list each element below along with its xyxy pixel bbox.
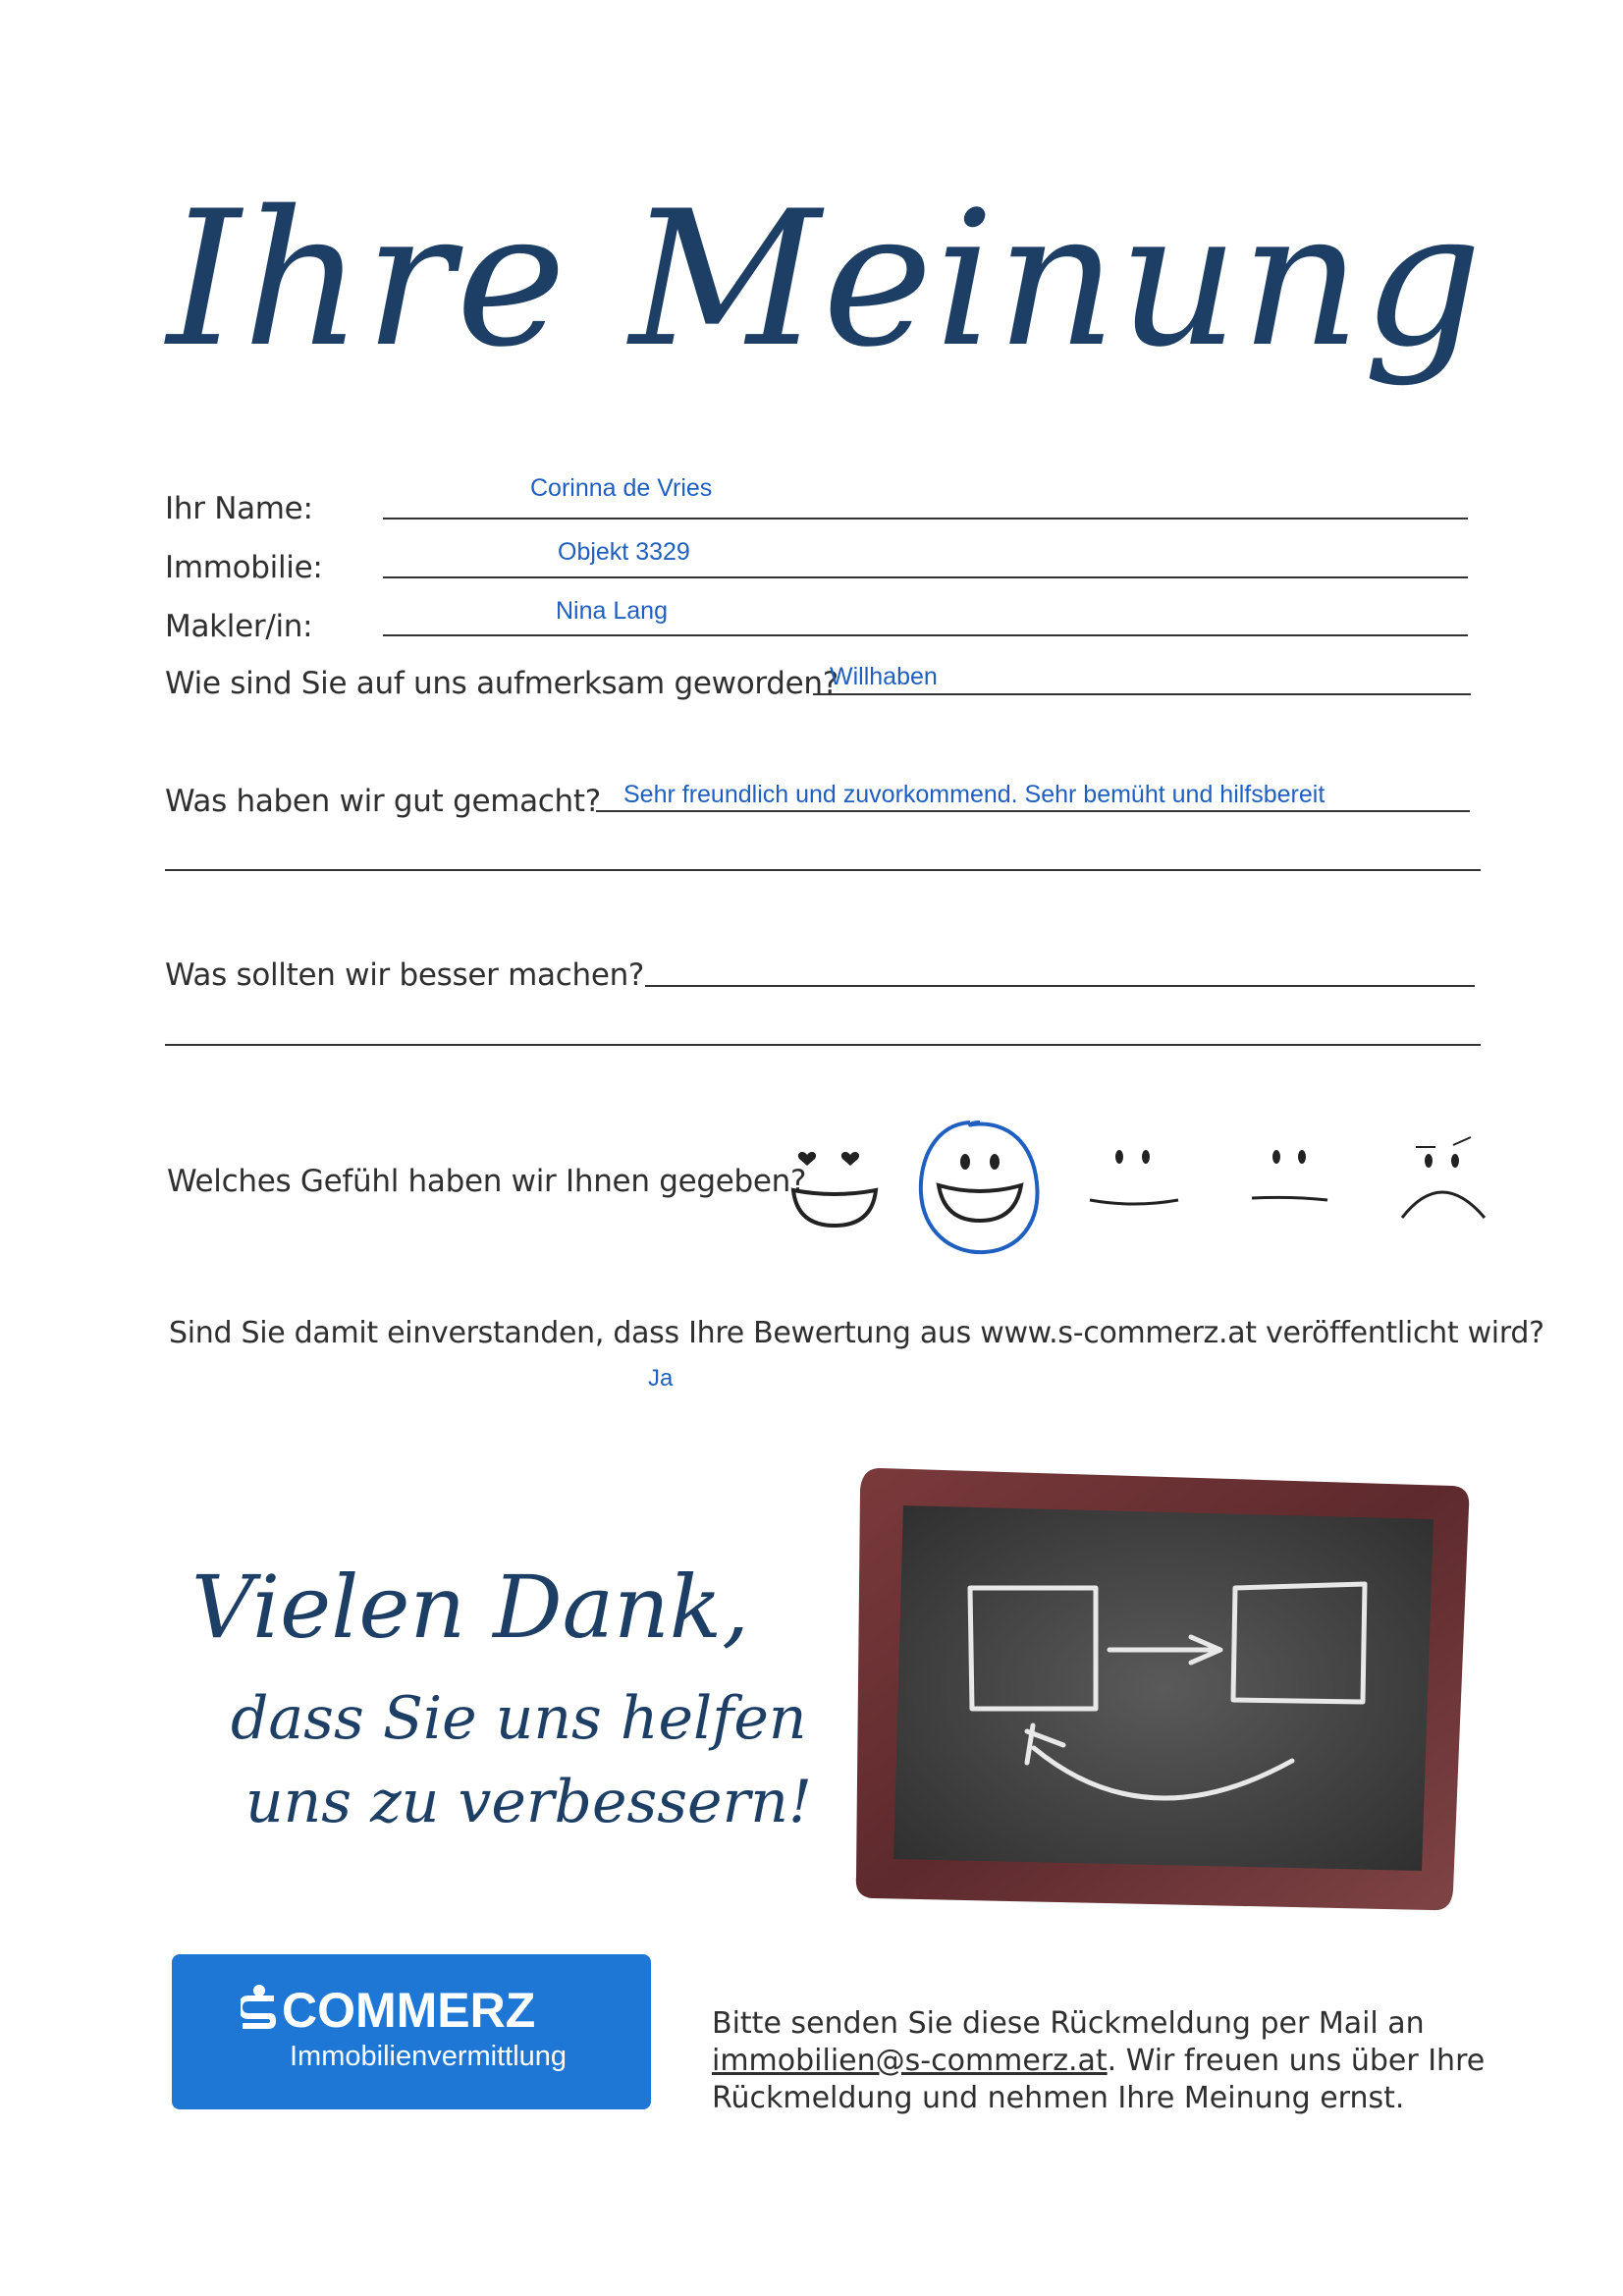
better-line-2 <box>165 1044 1481 1046</box>
publish-answer[interactable]: Ja <box>648 1365 674 1392</box>
better-label: Was sollten wir besser machen? <box>165 957 645 993</box>
flat-smiley-icon[interactable] <box>1247 1139 1335 1218</box>
better-line <box>645 985 1475 987</box>
thanks-heading: Vielen Dank, <box>191 1557 750 1658</box>
logo-brand: COMMERZ <box>282 1983 536 2038</box>
chalkboard-image <box>852 1468 1471 1915</box>
name-line <box>383 518 1468 519</box>
sad-smiley-icon[interactable] <box>1394 1127 1492 1226</box>
good-label: Was haben wir gut gemacht? <box>165 784 601 819</box>
agent-field[interactable]: Nina Lang <box>556 597 668 625</box>
agent-label: Makler/in: <box>165 609 313 644</box>
publish-question: Sind Sie damit einverstanden, dass Ihre Bewertung aus www.s-commerz.at veröffentlicht wird? <box>169 1316 1544 1350</box>
name-field[interactable]: Corinna de Vries <box>530 474 713 502</box>
good-field[interactable]: Sehr freundlich und zuvorkommend. Sehr bemüht und hilfsbereit <box>623 781 1325 808</box>
property-label: Immobilie: <box>165 550 323 585</box>
feeling-label: Welches Gefühl haben wir Ihnen gegeben? <box>167 1164 807 1199</box>
sparkasse-s-icon <box>241 1984 278 2031</box>
thanks-line-3: uns zu verbessern! <box>245 1768 813 1836</box>
love-smiley-icon[interactable] <box>785 1129 884 1228</box>
commerz-logo <box>172 1954 651 2109</box>
source-field[interactable]: Willhaben <box>830 663 938 690</box>
page-title: Ihre Meinung <box>167 171 1485 388</box>
source-label: Wie sind Sie auf uns aufmerksam geworden? <box>165 666 839 701</box>
property-line <box>383 576 1468 578</box>
footer-text-after: . Wir freuen uns über Ihre Rückmeldung und nehmen Ihre Meinung ernst. <box>712 2044 1486 2115</box>
thanks-line-2: dass Sie uns helfen <box>231 1684 807 1753</box>
logo-subtitle: Immobilienvermittlung <box>290 2041 568 2072</box>
name-label: Ihr Name: <box>165 491 313 526</box>
source-line <box>813 693 1471 695</box>
property-field[interactable]: Objekt 3329 <box>558 538 690 566</box>
email-link[interactable]: immobilien@s-commerz.at <box>712 2044 1108 2078</box>
happy-smiley-icon[interactable] <box>911 1115 1049 1262</box>
neutral-smiley-icon[interactable] <box>1085 1139 1183 1218</box>
good-line-2 <box>165 869 1481 871</box>
good-line <box>596 810 1470 812</box>
footer-text <box>712 2005 1517 2117</box>
footer-text-before: Bitte senden Sie diese Rückmeldung per Mail an <box>712 2006 1425 2041</box>
agent-line <box>383 634 1468 636</box>
